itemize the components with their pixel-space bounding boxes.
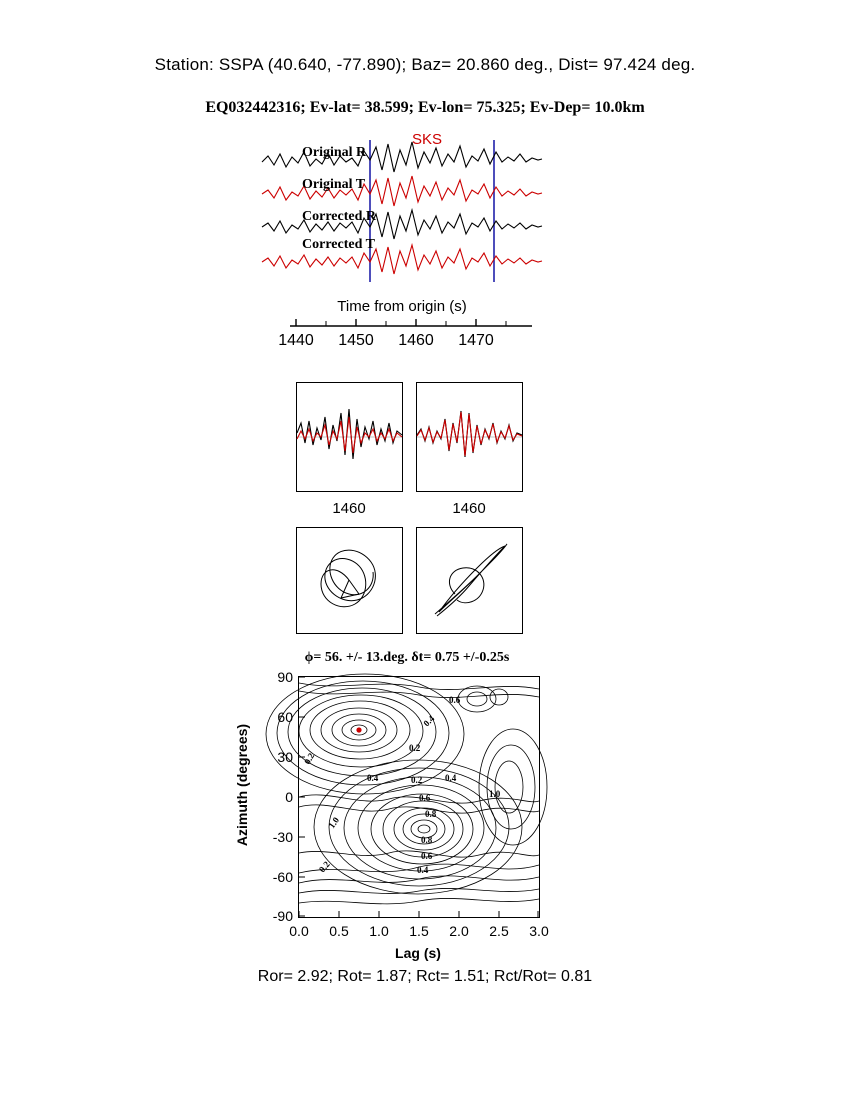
svg-text:0.6: 0.6	[419, 793, 431, 803]
svg-text:0.8: 0.8	[421, 835, 433, 845]
svg-text:0.2: 0.2	[302, 751, 317, 766]
time-tick-1470: 1470	[458, 332, 494, 349]
window-panel-uncorrected	[296, 382, 403, 492]
x-tick-0-5: 0.5	[329, 923, 349, 939]
trace-label-original-t: Original T	[302, 177, 366, 192]
particle-motion-uncorrected	[296, 527, 403, 634]
time-tick-1460: 1460	[398, 332, 434, 349]
time-tick-1440: 1440	[278, 332, 314, 349]
y-tick-90: 90	[277, 669, 293, 685]
time-tick-1450: 1450	[338, 332, 374, 349]
svg-text:0.8: 0.8	[425, 809, 437, 819]
sks-phase-label: SKS	[412, 131, 443, 148]
best-fit-marker	[356, 727, 361, 732]
svg-text:0.4: 0.4	[417, 865, 429, 875]
y-tick-0: 0	[285, 789, 293, 805]
window-panel-corrected	[416, 382, 523, 492]
svg-text:0.2: 0.2	[409, 743, 421, 753]
particle-motion-corrected	[416, 527, 523, 634]
contour-y-axis-title: Azimuth (degrees)	[234, 723, 250, 847]
svg-text:1.0: 1.0	[489, 789, 501, 799]
time-axis	[262, 300, 542, 360]
window-tick-right: 1460	[452, 500, 486, 517]
time-axis-title: Time from origin (s)	[337, 298, 467, 315]
svg-text:0.4: 0.4	[421, 713, 437, 729]
contour-title: ϕ= 56. +/- 13.deg. δt= 0.75 +/-0.25s	[304, 650, 510, 665]
window-tick-left: 1460	[332, 500, 366, 517]
svg-text:0.4: 0.4	[445, 773, 457, 783]
event-header-line: EQ032442316; Ev-lat= 38.599; Ev-lon= 75.325; Ev-Dep= 10.0km	[205, 99, 645, 116]
contour-panel	[234, 650, 552, 961]
svg-text:0.4: 0.4	[367, 773, 379, 783]
station-header-line: Station: SSPA (40.640, -77.890); Baz= 20.860 deg., Dist= 97.424 deg.	[154, 55, 696, 74]
x-tick-3-0: 3.0	[529, 923, 549, 939]
y-tick-m90: -90	[272, 908, 293, 924]
svg-text:0.2: 0.2	[411, 775, 423, 785]
trace-label-corrected-t: Corrected T	[302, 237, 375, 252]
x-tick-0-0: 0.0	[289, 923, 309, 939]
y-tick-m30: -30	[272, 829, 293, 845]
window-traces-right	[417, 383, 522, 491]
waveform-panel	[262, 132, 542, 317]
y-tick-m60: -60	[272, 869, 293, 885]
x-tick-1-0: 1.0	[369, 923, 389, 939]
contour-plot-area	[272, 669, 549, 939]
trace-label-corrected-r: Corrected R	[302, 209, 376, 224]
x-tick-2-0: 2.0	[449, 923, 469, 939]
x-tick-2-5: 2.5	[489, 923, 509, 939]
svg-text:1.0: 1.0	[326, 815, 342, 831]
particle-path-right	[417, 528, 522, 633]
x-tick-1-5: 1.5	[409, 923, 429, 939]
y-tick-60: 60	[277, 709, 293, 725]
contour-lines	[299, 677, 539, 917]
particle-path-left	[297, 528, 402, 633]
quality-metrics-line: Ror= 2.92; Rot= 1.87; Rct= 1.51; Rct/Rot= 0.81	[257, 968, 593, 985]
svg-text:0.2: 0.2	[316, 859, 332, 875]
trace-label-original-r: Original R	[302, 145, 367, 160]
contour-x-axis-title: Lag (s)	[395, 945, 441, 961]
window-traces-left	[297, 383, 402, 491]
svg-text:0.6: 0.6	[449, 695, 461, 705]
svg-text:0.6: 0.6	[421, 851, 433, 861]
y-tick-30: 30	[277, 749, 293, 765]
